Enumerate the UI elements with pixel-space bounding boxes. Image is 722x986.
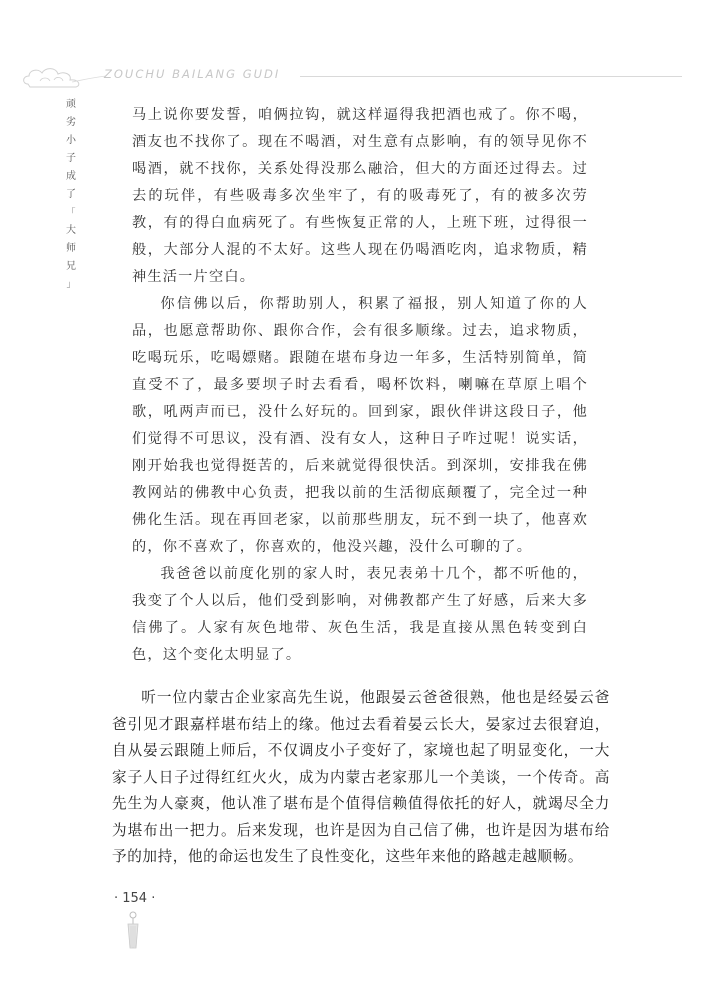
page-header [0, 62, 722, 96]
side-title-char: 师 [66, 243, 76, 254]
tassel-ornament-icon [120, 910, 146, 950]
page-number: · 154 · [114, 891, 156, 906]
side-title-char: 」 [66, 280, 76, 290]
side-title-char: 兄 [66, 261, 76, 272]
quoted-speech-block [132, 102, 588, 669]
cloud-ornament-icon [20, 62, 110, 92]
side-chapter-title [64, 96, 78, 294]
side-title-char: 小 [66, 135, 76, 146]
narrative-body [112, 685, 610, 871]
side-title-char: 「 [66, 208, 76, 218]
body-paragraph: 听一位内蒙古企业家高先生说，他跟晏云爸爸很熟，他也是经晏云爸爸引见才跟嘉样堪布结上的缘。他过去看着晏云长大，晏家过去很窘迫，自从晏云跟随上师后，不仅调皮小子变好了，家境也起了明显变化，一大家子人日子过得红红火火，成为内蒙古老家那儿一个美谈，一个传奇。高先生为人豪爽，他认准了堪布是个值得信赖值得依托的好人，就竭尽全力为堪布出一把力。后来发现，也许是因为自己信了佛，也许是因为堪布给予的加持，他的命运也发生了良性变化，这些年来他的路越走越顺畅。 [112, 689, 610, 865]
quote-paragraph: 你信佛以后，你帮助别人，积累了福报，别人知道了你的人品，也愿意帮助你、跟你合作，会有很多顺缘。过去，追求物质，吃喝玩乐，吃喝嫖赌。跟随在堪布身边一年多，生活特别简单，简直受不了，最多要坝子时去看看，喝杯饮料，喇嘛在草原上唱个歌，吼两声而已，没什么好玩的。回到家，跟伙伴讲这段日子，他们觉得不可思议，没有酒、没有女人，这种日子咋过呢！说实话，刚开始我也觉得挺苦的，后来就觉得很快活。到深圳，安排我在佛教网站的佛教中心负责，把我以前的生活彻底颠覆了，完全过一种佛化生活。现在再回老家，以前那些朋友，玩不到一块了，他喜欢的，你不喜欢了，你喜欢的，他没兴趣，没什么可聊的了。 [132, 296, 588, 555]
series-title: ZOUCHU BAILANG GUDI [104, 67, 281, 81]
side-title-char: 劣 [66, 117, 76, 128]
quote-paragraph: 马上说你要发誓，咱俩拉钩，就这样逼得我把酒也戒了。你不喝，酒友也不找你了。现在不喝酒，对生意有点影响，有的领导见你不喝酒，就不找你，关系处得没那么融洽，但大的方面还过得去。过去的玩伴，有些吸毒多次坐牢了，有的吸毒死了，有的被多次劳教，有的得白血病死了。有些恢复正常的人，上班下班，过得很一般，大部分人混的不太好。这些人现在仍喝酒吃肉，追求物质，精神生活一片空白。 [132, 107, 588, 285]
side-title-char: 顽 [66, 99, 76, 110]
side-title-char: 大 [66, 225, 76, 236]
side-title-char: 子 [66, 153, 76, 164]
side-title-char: 了 [66, 189, 76, 200]
side-title-char: 成 [66, 171, 76, 182]
quote-paragraph: 我爸爸以前度化别的家人时，表兄表弟十几个，都不听他的，我变了个人以后，他们受到影响，对佛教都产生了好感，后来大多信佛了。人家有灰色地带、灰色生活，我是直接从黑色转变到白色，这个变化太明显了。 [132, 566, 588, 663]
header-divider [300, 76, 682, 77]
